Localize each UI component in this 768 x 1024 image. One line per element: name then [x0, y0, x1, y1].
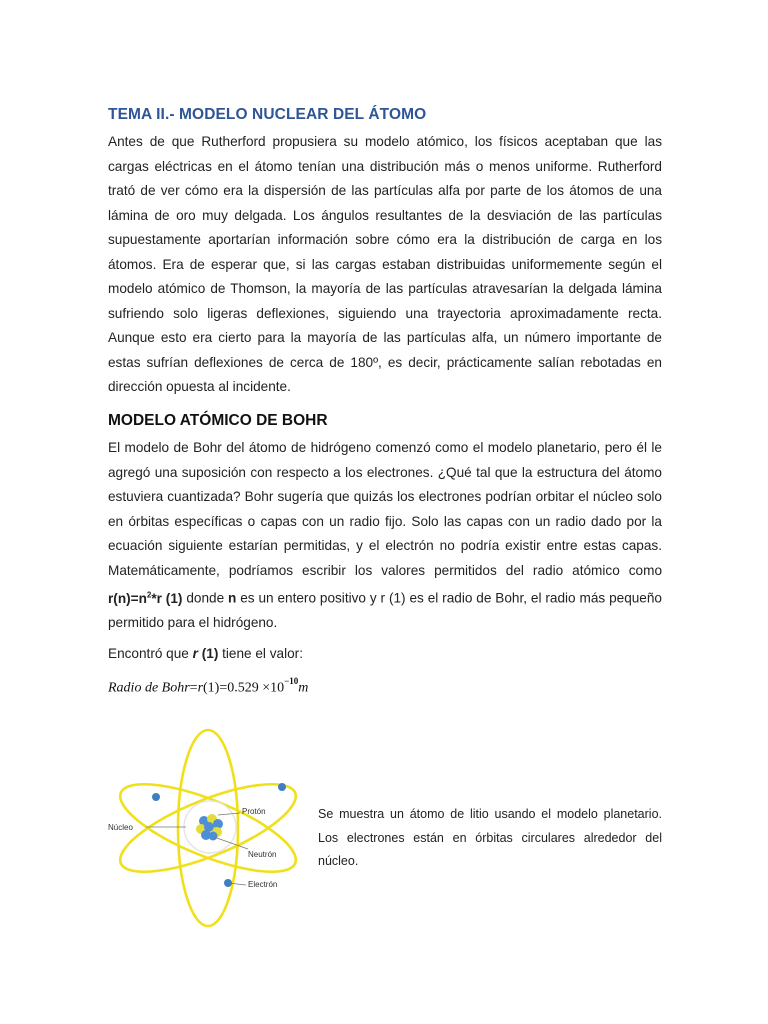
label-electron: Electrón	[248, 880, 278, 889]
found-value-sentence: Encontró que r (1) tiene el valor:	[108, 646, 303, 661]
formula-inline: $r(n)=n^2*r$ (1)	[108, 590, 183, 606]
label-proton: Protón	[242, 807, 266, 816]
bohr-paragraph: El modelo de Bohr del átomo de hidrógeno comenzó como el modelo planetario, pero él le agregó una suposición con respecto a los electrones. ¿Qué tal que la estructura del átomo estuviera cuantizada? Bohr sugería que quizás los electrones podrían orbitar el núcleo solo en órbitas específicas o capas con un radio fijo. Solo las capas con un radio dado por la ecuación siguiente estarían permitidas, y el electrón no podría existir entre estas capas. Matemáticamente, podríamos escribir los valores permitidos del radio atómico como $r(n)=n^2*r$ (1) donde n es un entero positivo y r (1) es el radio de Bohr, el radio más pequeño permitido para el hidrógeno.	[108, 440, 662, 631]
variable-n: n	[228, 590, 237, 606]
bohr-text-part1: El modelo de Bohr del átomo de hidrógeno comenzó como el modelo planetario, pero él le agregó una suposición con respecto a los electrones. ¿Qué tal que la estructura del átomo estuviera cuantizada? Bohr sugería que quizás los electrones podrían orbitar el núcleo solo en órbitas específicas o capas con un radio fijo. Solo las capas con un radio dado por la ecuación siguiente estarían permitidas, y el electrón no podría existir entre estas capas. Matemáticamente, podríamos escribir los valores permitidos del radio atómico como	[108, 440, 662, 578]
section-heading-bohr: MODELO ATÓMICO DE BOHR	[108, 412, 328, 429]
figure-caption: Se muestra un átomo de litio usando el modelo planetario. Los electrones están en órbitas circulares alrededor del núcleo.	[318, 807, 662, 868]
label-neutron: Neutrón	[248, 850, 277, 859]
lithium-atom-illustration	[100, 725, 310, 935]
rutherford-paragraph: Antes de que Rutherford propusiera su modelo atómico, los físicos aceptaban que las cargas eléctricas en el átomo tenían una distribución más o menos uniforme. Rutherford trató de ver cómo era la dispersión de las partículas alfa por parte de los átomos de una lámina de oro muy delgada. Los ángulos resultantes de la desviación de las partículas supuestamente aportarían información sobre cómo era la distribución de carga en los átomos. Era de esperar que, si las cargas estaban distribuidas uniformemente según el modelo atómico de Thomson, la mayoría de las partículas atravesarían la delgada lámina sufriendo solo ligeras deflexiones, siguiendo una trayectoria aproximadamente recta. Aunque esto era cierto para la mayoría de las partículas alfa, un número importante de estas sufrían deflexiones de cerca de 180º, es decir, prácticamente salían rebotadas en dirección opuesta al incidente.	[108, 134, 662, 394]
bohr-radius-formula: Radio de Bohr=r(1)=0.529 $\times 10^{-10}m$	[108, 676, 309, 696]
label-nucleus: Núcleo	[108, 823, 133, 832]
section-heading-rutherford: TEMA II.- MODELO NUCLEAR DEL ÁTOMO	[108, 106, 427, 123]
bohr-text-part2: es un entero positivo y r (1) es el radio de Bohr, el radio más pequeño permitido para el hidrógeno.	[108, 590, 662, 631]
